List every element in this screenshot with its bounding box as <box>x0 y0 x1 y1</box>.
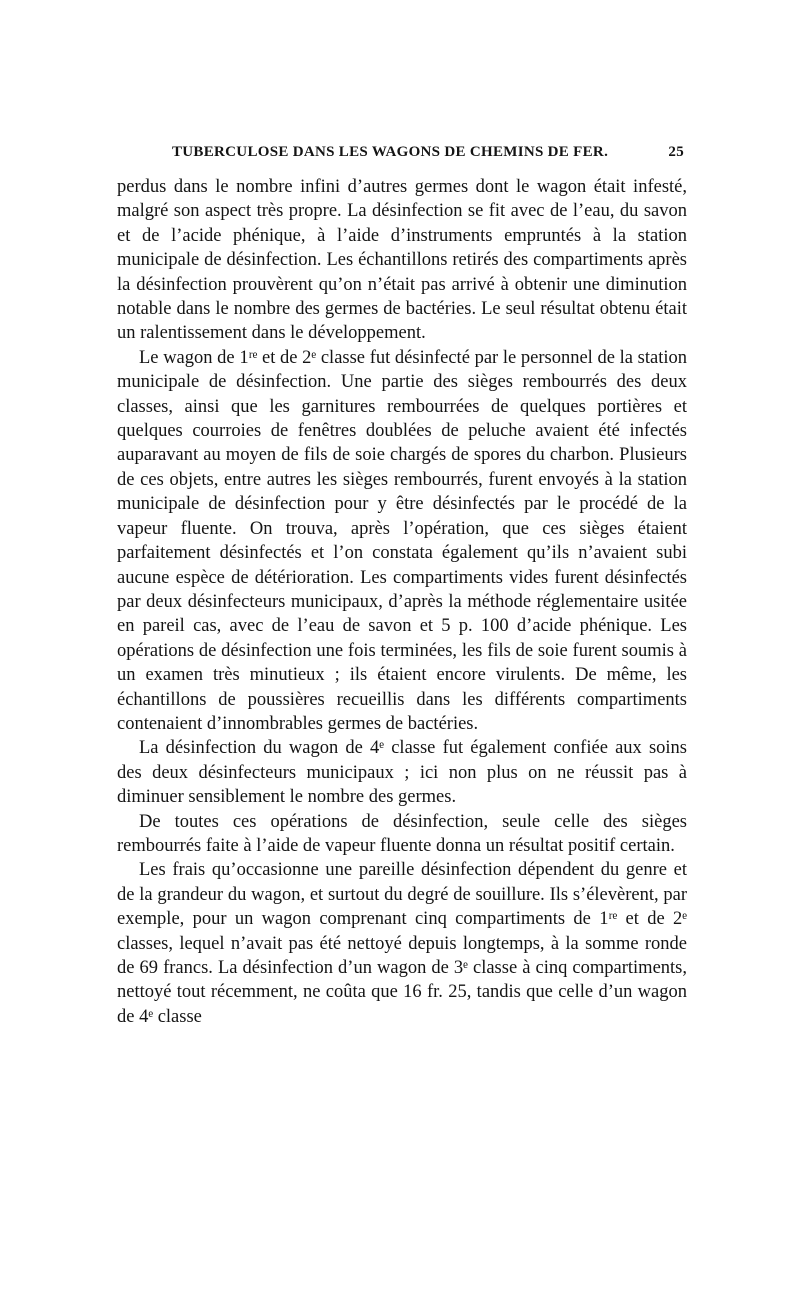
book-page <box>117 142 687 1029</box>
running-title: TUBERCULOSE DANS LES WAGONS DE CHEMINS DE FER. <box>172 144 609 160</box>
paragraph-continuation: perdus dans le nombre infini d’autres germes dont le wagon était infesté, malgré son aspect très propre. La désinfection se fit avec de l’eau, du savon et de l’acide phénique, à l’aide d’instruments empruntés à la station municipale de désinfection. Les échantillons retirés des compartiments après la désinfection prouvèrent qu’on n’était pas arrivé à obtenir une diminution notable dans le nombre des germes de bactéries. Le seul résultat obtenu était un ralentissement dans le développement. <box>117 177 687 344</box>
paragraph-fourth-class-wagon: La désinfection du wagon de 4ᵉ classe fut également confiée aux soins des deux désinfecteurs municipaux ; ici non plus on ne réussit pas à diminuer sensiblement le nombre des germes. <box>117 738 687 808</box>
paragraph-first-second-class-wagon: Le wagon de 1ʳᵉ et de 2ᵉ classe fut désinfecté par le personnel de la station municipale de désinfection. Une partie des sièges rembourrés des deux classes, ainsi que les garnitures rembourrées de quelques portières et quelques courroies de fenêtres doublées de peluche avaient été infectés auparavant au moyen de fils de soie chargés de spores du charbon. Plusieurs de ces objets, entre autres les sièges rembourrés, furent envoyés à la station municipale de désinfection pour y être désinfectés par le procédé de la vapeur fluente. On trouva, après l’opération, que ces sièges étaient parfaitement désinfectés et l’on constata également qu’ils n’avaient subi aucune espèce de détérioration. Les compartiments vides furent désinfectés par deux désinfecteurs municipaux, d’après la méthode réglementaire usitée en pareil cas, avec de l’eau de savon et 5 p. 100 d’acide phénique. Les opérations de désinfection une fois terminées, les fils de soie furent soumis à un examen très minutieux ; ils étaient encore virulents. De même, les échantillons de poussières recueillis dans les différents compartiments contenaient d’innombrables germes de bactéries. <box>117 347 687 734</box>
running-head <box>117 142 687 168</box>
page-number: 25 <box>668 144 684 160</box>
paragraph-costs: Les frais qu’occasionne une pareille désinfection dépendent du genre et de la grandeur du wagon, et surtout du degré de souillure. Ils s’élevèrent, par exemple, pour un wagon comprenant cinq compartiments de 1ʳᵉ et de 2ᵉ classes, lequel n’avait pas été nettoyé depuis longtemps, à la somme ronde de 69 francs. La désinfection d’un wagon de 3ᵉ classe à cinq compartiments, nettoyé tout récemment, ne coûta que 16 fr. 25, tandis que celle d’un wagon de 4ᵉ classe <box>117 860 687 1027</box>
body-text <box>117 175 687 1029</box>
paragraph-results: De toutes ces opérations de désinfection, seule celle des sièges rembourrés faite à l’aide de vapeur fluente donna un résultat positif certain. <box>117 811 687 856</box>
